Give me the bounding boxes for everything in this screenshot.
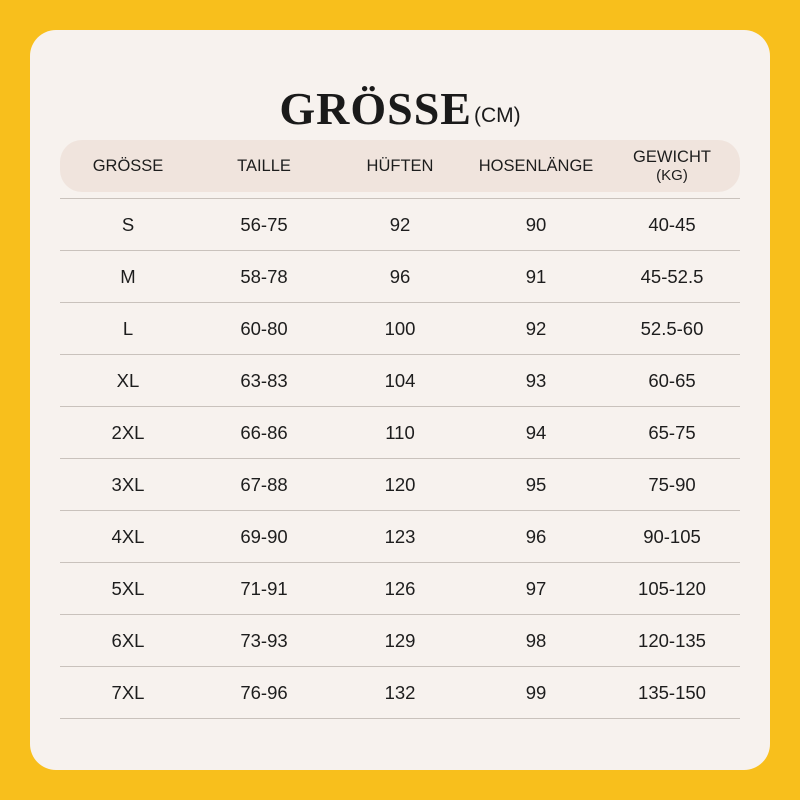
table-header-row <box>60 140 740 192</box>
cell-weight: 60-65 <box>648 369 696 391</box>
cell-weight: 75-90 <box>648 473 696 495</box>
column-header-hips <box>332 157 468 176</box>
table-row <box>60 251 740 303</box>
cell-hips: 126 <box>384 577 416 599</box>
cell-weight: 40-45 <box>648 213 696 235</box>
cell-hips: 123 <box>384 525 416 547</box>
cell-size: 4XL <box>111 525 145 547</box>
column-header-weight-unit: (KG) <box>656 166 688 184</box>
column-header-weight-label: GEWICHT <box>633 147 711 166</box>
cell-size: M <box>120 265 136 287</box>
table-row <box>60 459 740 511</box>
cell-hips: 100 <box>384 317 416 339</box>
table-row <box>60 563 740 615</box>
cell-size: XL <box>116 369 140 391</box>
page-title <box>30 82 770 135</box>
cell-length: 98 <box>525 629 547 651</box>
cell-waist: 73-93 <box>240 629 288 651</box>
table-row <box>60 198 740 251</box>
column-header-waist <box>196 157 332 176</box>
cell-waist: 71-91 <box>240 577 288 599</box>
cell-waist: 58-78 <box>240 265 288 287</box>
column-header-hips-label: HÜFTEN <box>366 156 434 175</box>
cell-waist: 69-90 <box>240 525 288 547</box>
cell-size: 6XL <box>111 629 145 651</box>
cell-weight: 45-52.5 <box>640 265 704 287</box>
table-row <box>60 303 740 355</box>
cell-waist: 60-80 <box>240 317 288 339</box>
column-header-length-label: HOSENLÄNGE <box>478 156 594 175</box>
cell-waist: 76-96 <box>240 681 288 703</box>
cell-length: 97 <box>525 577 547 599</box>
cell-hips: 110 <box>385 421 415 443</box>
title-unit: (CM) <box>473 104 521 127</box>
table-row <box>60 667 740 719</box>
cell-length: 91 <box>525 265 547 287</box>
cell-weight: 120-135 <box>638 629 706 651</box>
column-header-length <box>468 157 604 176</box>
cell-hips: 92 <box>389 213 411 235</box>
cell-size: 7XL <box>111 681 145 703</box>
cell-weight: 90-105 <box>643 525 701 547</box>
cell-size: 3XL <box>111 473 145 495</box>
size-chart-card <box>30 30 770 770</box>
cell-hips: 129 <box>384 629 416 651</box>
cell-waist: 67-88 <box>240 473 288 495</box>
cell-hips: 120 <box>384 473 416 495</box>
table-row <box>60 407 740 459</box>
title-text: GRÖSSE <box>279 83 472 134</box>
cell-length: 96 <box>525 525 547 547</box>
cell-length: 99 <box>525 681 547 703</box>
cell-length: 95 <box>525 473 547 495</box>
column-header-size-label: GRÖSSE <box>92 156 164 175</box>
cell-waist: 56-75 <box>240 213 288 235</box>
cell-length: 90 <box>525 213 547 235</box>
cell-length: 92 <box>525 317 547 339</box>
cell-waist: 66-86 <box>240 421 288 443</box>
table-row <box>60 355 740 407</box>
cell-size: 5XL <box>111 577 145 599</box>
cell-hips: 132 <box>384 681 416 703</box>
cell-length: 93 <box>525 369 547 391</box>
cell-weight: 65-75 <box>648 421 696 443</box>
column-header-waist-label: TAILLE <box>237 156 291 175</box>
cell-hips: 104 <box>384 369 416 391</box>
size-table <box>60 140 740 719</box>
cell-hips: 96 <box>389 265 411 287</box>
cell-size: L <box>122 317 134 339</box>
cell-weight: 105-120 <box>638 577 706 599</box>
cell-size: 2XL <box>111 421 145 443</box>
cell-weight: 135-150 <box>638 681 706 703</box>
column-header-size <box>60 157 196 176</box>
table-row <box>60 615 740 667</box>
column-header-weight <box>604 148 740 184</box>
cell-waist: 63-83 <box>240 369 288 391</box>
cell-weight: 52.5-60 <box>640 317 704 339</box>
cell-length: 94 <box>525 421 547 443</box>
cell-size: S <box>121 213 135 235</box>
table-row <box>60 511 740 563</box>
